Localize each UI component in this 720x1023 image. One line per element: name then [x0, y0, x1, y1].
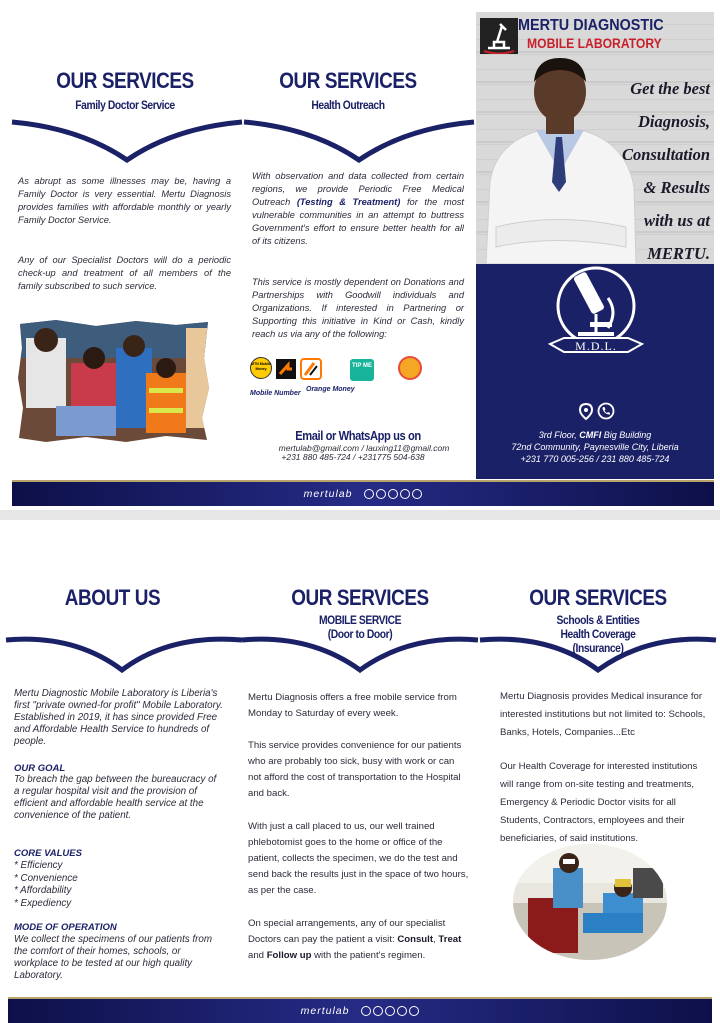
para4-follow: Follow up: [266, 950, 312, 961]
page2-col2-subtitle1: MOBILE SERVICE: [318, 613, 402, 627]
tagline-line-6: MERTU.: [647, 244, 710, 263]
facebook-icon[interactable]: [361, 1006, 371, 1016]
social-icons: [359, 1005, 419, 1017]
mobile-service-para4: [248, 916, 473, 964]
page2-footer-handle: mertulab: [300, 1005, 350, 1017]
address-line-1-b: Big Building: [601, 430, 652, 440]
brand-title-line2: MOBILE LABORATORY: [527, 36, 662, 51]
goal-text: To breach the gap between the bureaucracy of a regular hospital visit and the provision of efficient and affordable health service at the convenience of the patient.: [14, 774, 217, 821]
page1-col2-subtitle: Health Outreach: [311, 98, 385, 112]
address-line-3[interactable]: +231 770 005-256 / 231 880 485-724: [520, 454, 670, 464]
lab-technicians-photo: [513, 843, 668, 961]
address-line-1: [484, 429, 706, 441]
contact-title: Email or WhatsApp us on: [295, 428, 421, 443]
page2-col3-title: OUR SERVICES: [529, 585, 667, 610]
location-pin-icon: [578, 403, 594, 421]
address-line-1-bold: CMFI: [579, 430, 602, 440]
twitter-icon[interactable]: [388, 489, 398, 499]
mtn-logo-text: MTN Mobile Money: [251, 362, 271, 371]
page1-footer-gold-line: [12, 480, 714, 482]
mode-text: We collect the specimens of our patients from the comfort of their homes, schools, or workplace to be tested at our high quality Laboratory.: [14, 934, 213, 981]
brochure-page-2: [0, 520, 720, 1023]
page1-col1-para2: Any of our Specialist Doctors will do a periodic check-up and treatment of all members of the family subscribed to such service.: [18, 255, 231, 291]
coverage-para1: Mertu Diagnosis provides Medical insurance for interested institutions but not limited to: Schools, Banks, Hotels, Companies...Etc: [500, 691, 706, 738]
tagline-line-2: Diagnosis,: [638, 112, 710, 131]
page2-col1-title: ABOUT US: [64, 585, 161, 610]
page1-col1-title: OUR SERVICES: [56, 68, 194, 93]
para4-comma: ,: [433, 934, 439, 945]
tagline-line-1: Get the best: [630, 79, 710, 98]
whatsapp-icon[interactable]: [400, 489, 410, 499]
address-block: [484, 429, 706, 465]
mertu-logo-icon: [480, 18, 518, 54]
page2-col3-chevron-divider: [478, 628, 718, 676]
payment-mobile-number-label: Mobile Number: [250, 390, 301, 397]
para4-b: with the patient's regimen.: [311, 950, 426, 961]
page2-col3-subtitle2: Health Coverage: [560, 627, 636, 641]
contact-phones[interactable]: +231 880 485-724 / +231775 504-638: [281, 452, 425, 462]
page2-col3-subtitle3: (Insurance): [572, 641, 624, 655]
page1-col1-para1: As abrupt as some illnesses may be, having a Family Doctor is very essential. Mertu Diagnosis provides families with affordable monthly or yearly Family Doctor Service.: [18, 176, 231, 225]
value-item: * Efficiency: [14, 860, 63, 871]
social-icons: [362, 488, 422, 500]
tagline-line-4: & Results: [643, 178, 710, 197]
mobile-service-para2: This service provides convenience for our patients who are probably too sick, busy with work or can not afford the cost of transportation to the Hospital and back.: [248, 740, 462, 799]
mobile-service-para1: Mertu Diagnosis offers a free mobile service from Monday to Saturday of every week.: [248, 692, 457, 719]
goal-title: OUR GOAL: [14, 763, 66, 774]
para4-consult: Consult: [397, 934, 434, 945]
page2-col2-subtitle2: (Door to Door): [327, 627, 393, 641]
page1-col2-chevron-divider: [242, 118, 476, 166]
page2-footer: [8, 1005, 712, 1017]
youtube-icon[interactable]: [409, 1006, 419, 1016]
tagline-line-3: Consultation: [621, 145, 710, 164]
orange-arrow-icon: [276, 359, 296, 379]
instagram-icon[interactable]: [376, 489, 386, 499]
address-line-2: 72nd Community, Paynesville City, Liberia: [511, 442, 679, 452]
instagram-icon[interactable]: [373, 1006, 383, 1016]
family-doctor-photo: [16, 318, 210, 444]
page1-footer-handle: mertulab: [303, 488, 353, 500]
page1-col1-chevron-divider: [10, 118, 244, 166]
page2-col3-subtitle1: Schools & Entities: [556, 613, 640, 627]
tip-me-logo: [350, 359, 374, 381]
page1-col2-title: OUR SERVICES: [279, 68, 417, 93]
page1-col2-para1-a: With observation and data collected from certain regions, we provide Periodic Free Medical Outreach: [252, 171, 464, 207]
sim-card-logo: [398, 356, 422, 380]
mode-title: MODE OF OPERATION: [14, 922, 117, 933]
whatsapp-icon[interactable]: [397, 1006, 407, 1016]
page1-col2-para1-b: for the most vulnerable communities in an attempt to buttress Government's effort to ensure better health for all of its citizens.: [252, 197, 465, 246]
about-intro: Mertu Diagnostic Mobile Laboratory is Liberia's first "private owned-for profit" Mobile Laboratory. Established in 2019, it has since provided Free and Affordable Health Service to hundreds of people.: [14, 688, 223, 747]
tip-me-text: TIP ME: [352, 363, 372, 369]
address-line-1-a: 3rd Floor,: [538, 430, 580, 440]
tagline-line-5: with us at: [643, 211, 710, 230]
emblem-text: M.D.L.: [575, 339, 617, 353]
twitter-icon[interactable]: [385, 1006, 395, 1016]
page2-col2-chevron-divider: [240, 628, 480, 676]
tagline: [598, 72, 710, 270]
values-list: [14, 860, 214, 910]
value-item: * Expediency: [14, 897, 72, 909]
payment-orange-money-label: Orange Money: [306, 386, 355, 393]
page2-col1-chevron-divider: [4, 628, 244, 676]
para4-treat: Treat: [438, 934, 462, 945]
brochure-page-1: [0, 0, 720, 510]
para4-a: On special arrangements, any of our specialist Doctors can pay the patient a visit:: [248, 918, 446, 945]
page1-col2-para1: [252, 170, 464, 248]
page2-col2-title: OUR SERVICES: [291, 585, 429, 610]
phone-icon: [597, 402, 615, 420]
mobile-service-para3: With just a call placed to us, our well trained phlebotomist goes to the home or office of the patient, collects the specimen, we do the test and send back the results just in the space of two hours, as per the case.: [248, 821, 469, 896]
contact-emails[interactable]: mertulab@gmail.com / lauxing11@gmail.com: [278, 443, 450, 453]
page1-col2-para1-bold: (Testing & Treatment): [296, 197, 401, 207]
brand-title-line1: MERTU DIAGNOSTIC: [518, 17, 664, 34]
orange-slash-icon: [302, 360, 320, 378]
facebook-icon[interactable]: [364, 489, 374, 499]
value-item: * Affordability: [14, 885, 72, 896]
page1-col2-para2: This service is mostly dependent on Donations and Partnerships with Goodwill individuals and Organizations. If interested in Partnering or Supporting this initiative in Kind or Cash, kindly reach us via any of the following:: [252, 277, 464, 339]
page-separator: [0, 510, 720, 520]
coverage-para2: Our Health Coverage for interested institutions will range from on-site testing and treatments, Emergency & Periodic Doctor visits for all Students, Contractors, employees and their beneficiaries, of said institutions.: [500, 761, 698, 844]
youtube-icon[interactable]: [412, 489, 422, 499]
values-title: CORE VALUES: [14, 848, 82, 859]
page1-col1-subtitle: Family Doctor Service: [75, 98, 175, 112]
page1-footer: [12, 488, 714, 500]
value-item: * Convenience: [14, 872, 78, 884]
mtn-mobile-money-logo: [250, 357, 272, 379]
para4-and: and: [248, 950, 267, 961]
